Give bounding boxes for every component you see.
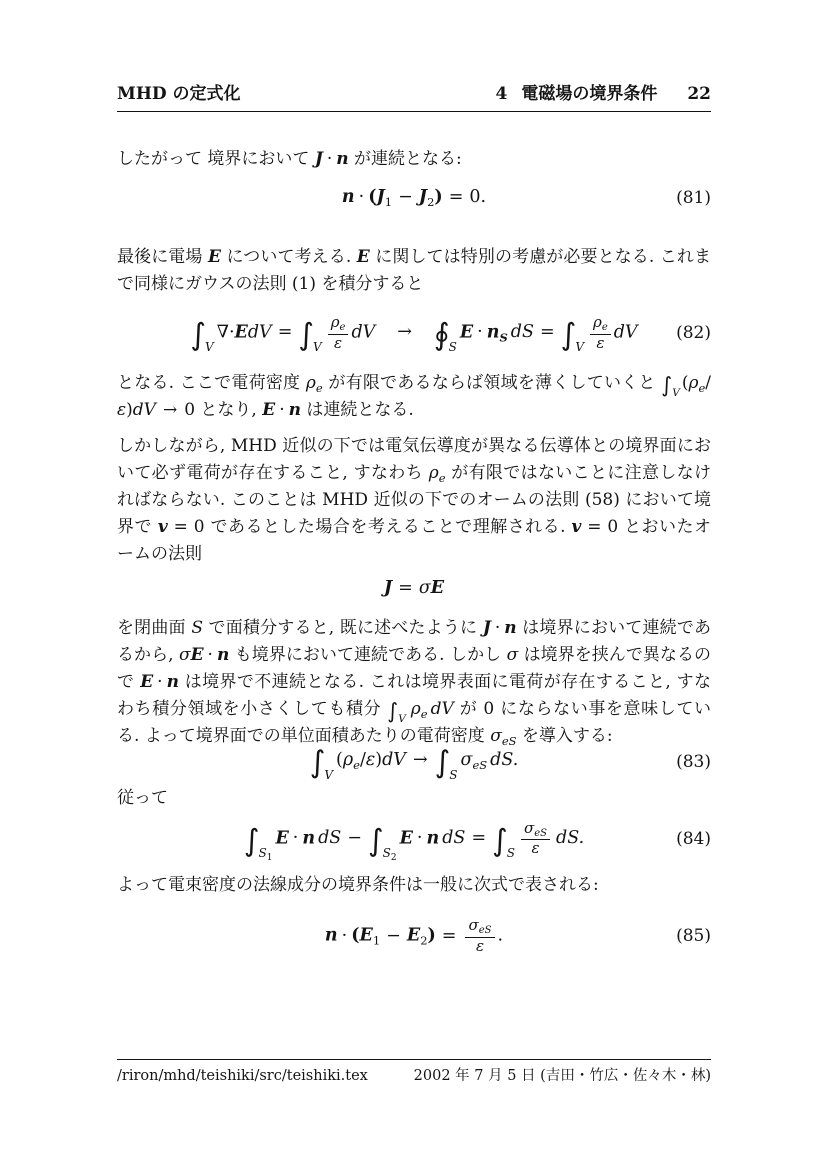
integral-sign: ∫ xyxy=(661,372,673,397)
header-section-title: 電磁場の境界条件 xyxy=(521,84,658,104)
math-vector-n: n xyxy=(324,925,338,946)
fraction-numerator xyxy=(328,314,349,334)
document-body xyxy=(117,146,711,965)
text-run: について考える. xyxy=(220,247,357,267)
paragraph-2 xyxy=(117,244,711,298)
text-run: 従って xyxy=(117,787,168,808)
text-run: であるとした場合を考えることで理解される. xyxy=(210,516,572,537)
text-run: が有限であるならば領域を薄くしていくと xyxy=(322,372,662,393)
page-footer xyxy=(117,1059,711,1086)
math-differential: dV xyxy=(430,698,454,719)
text-run: を導入する: xyxy=(516,725,613,746)
text-run: で面積分すると, 既に述べたように xyxy=(202,617,483,638)
math-vector-E: E xyxy=(399,828,413,849)
paren-left: ( xyxy=(681,372,689,393)
math-subscript: 2 xyxy=(420,933,428,948)
paren-left: ( xyxy=(368,187,377,207)
math-vector-n: n xyxy=(216,644,230,665)
text-run: となる. ここで電荷密度 xyxy=(117,372,306,393)
integral-limit-symbol: S xyxy=(258,846,267,861)
footer-file-path: /riron/mhd/teishiki/src/teishiki.tex xyxy=(117,1068,368,1084)
header-running-title: MHD の定式化 xyxy=(117,84,241,104)
math-vector-E: E xyxy=(359,925,373,946)
integral-limit: V xyxy=(398,712,406,725)
math-differential: dV xyxy=(132,399,156,420)
math-operator-minus: − xyxy=(398,187,413,207)
math-subscript: eS xyxy=(534,827,548,839)
equation-84: $\int S_1E \cdot n$ dS − $\int S_2E \cdot n$ dS = ∫S $\frac{\sigma_{eS}}{\varepsilon}$ dS. (84) xyxy=(243,818,711,864)
fraction xyxy=(328,314,349,352)
math-subscript: e xyxy=(339,322,346,333)
math-operator-dot: · xyxy=(279,399,285,420)
math-differential: dV xyxy=(247,322,272,343)
fraction xyxy=(521,820,550,858)
math-value: 0 xyxy=(184,399,196,420)
fraction-denominator: ε xyxy=(521,839,550,857)
text-run: が有限ではないことに注意しなければならない. このことは MHD 近似の下でのオームの法則 (58) において境界で xyxy=(117,462,712,537)
math-subscript: 2 xyxy=(427,195,435,209)
integral-sign: ∫ xyxy=(434,744,451,780)
integral-limit-symbol: S xyxy=(382,846,391,861)
equation-number: (82) xyxy=(676,322,711,343)
math-subscript: e xyxy=(438,470,446,485)
math-subscript: 1 xyxy=(384,195,393,209)
fraction-denominator: ε xyxy=(465,937,494,955)
fraction-numerator xyxy=(521,820,550,840)
equation-number: (85) xyxy=(676,925,711,946)
math-vector-E: E xyxy=(406,925,421,946)
math-symbol-S: S xyxy=(191,617,203,638)
math-symbol-rho: ρ xyxy=(410,698,421,719)
math-symbol-sigma: σ xyxy=(178,644,191,665)
math-operator-equals: = xyxy=(540,322,555,343)
paragraph-4 xyxy=(117,433,711,568)
math-slash: / xyxy=(705,372,711,393)
math-vector-E: E xyxy=(356,247,370,267)
math-differential: dV xyxy=(613,322,638,343)
math-differential: dS xyxy=(510,322,534,343)
math-operator-dot: · xyxy=(477,322,483,343)
math-operator-equals: = xyxy=(448,187,464,207)
math-subscript: S xyxy=(499,330,508,345)
math-vector-n: n xyxy=(341,187,355,207)
math-vector-E: E xyxy=(190,644,204,665)
math-vector-J: J xyxy=(314,149,323,169)
paragraph-7 xyxy=(117,872,711,899)
paren-right: ) xyxy=(427,925,436,946)
text-run: しかしながら, MHD 近似の下では電気伝導度が異なる伝導体との境界面において必ず電荷が存在すること, すなわち xyxy=(117,435,711,483)
math-operator-dot: · xyxy=(292,828,299,849)
math-operator-dot: · xyxy=(157,671,163,692)
math-differential: dV xyxy=(351,322,376,343)
paren-left: ( xyxy=(351,925,360,946)
math-subscript: e xyxy=(315,380,323,395)
math-vector-n: n xyxy=(302,828,316,849)
math-symbol-rho: ρ xyxy=(592,313,602,331)
text-run: 最後に電場 xyxy=(117,247,209,267)
fraction-denominator: ε xyxy=(328,334,349,352)
math-symbol-sigma: σ xyxy=(460,749,473,770)
math-subscript: 2 xyxy=(390,853,397,864)
integral-sign: ∫ xyxy=(367,823,384,859)
math-vector-v: v xyxy=(157,516,168,537)
math-subscript: eS xyxy=(501,733,517,748)
paren-right: ) xyxy=(126,399,133,420)
math-nabla-dot: ∇· xyxy=(216,322,235,343)
math-vector-E: E xyxy=(262,399,276,420)
math-arrow: → xyxy=(412,749,428,770)
math-operator-dot: · xyxy=(207,644,213,665)
text-run: が連続となる: xyxy=(348,149,462,169)
header-section xyxy=(495,84,711,105)
fraction xyxy=(465,917,494,955)
math-vector-n: n xyxy=(166,671,179,692)
math-operator-minus: − xyxy=(347,828,362,849)
math-operator-dot: · xyxy=(494,617,501,638)
equation-85 xyxy=(117,907,711,965)
math-vector-E: E xyxy=(140,671,154,692)
math-differential: dS. xyxy=(490,749,519,770)
math-differential: dS xyxy=(318,828,342,849)
math-operator-minus: − xyxy=(386,925,401,946)
math-symbol-rho: ρ xyxy=(305,372,316,393)
equation-82: ∫V∇·EdV = ∫V $\frac{\rho_e}{\varepsilon}$ dV → ∮SE · $n_S$ dS = ∫V $\frac{\rho_e}{\varepsilon}$ dV (82) xyxy=(190,313,711,355)
math-symbol-sigma: σ xyxy=(506,644,519,665)
text-run: よって電束密度の法線成分の境界条件は一般に次式で表される: xyxy=(117,875,599,896)
header-section-number: 4 xyxy=(495,84,508,104)
math-vector-n: n xyxy=(426,828,440,849)
math-vector-n: n xyxy=(336,149,349,169)
math-subscript: eS xyxy=(472,757,488,772)
math-value: 0. xyxy=(469,187,487,207)
math-arrow: → xyxy=(397,322,412,343)
integral-limit xyxy=(382,846,397,864)
math-vector-J: J xyxy=(376,187,385,207)
paren-left: ( xyxy=(336,749,343,770)
math-equals-zero: = 0 xyxy=(581,516,625,537)
math-vector-n: n xyxy=(504,617,517,638)
equation-81 xyxy=(117,177,711,218)
math-operator-equals: = xyxy=(471,828,487,849)
math-symbol-sigma: σ xyxy=(490,725,502,746)
paragraph-1 xyxy=(117,146,711,173)
math-slash: / xyxy=(359,749,366,770)
math-vector-n: n xyxy=(486,322,500,343)
math-symbol-rho: ρ xyxy=(688,372,699,393)
equation-ohm xyxy=(117,568,711,609)
math-operator-dot: · xyxy=(326,149,333,169)
fraction-denominator: ε xyxy=(590,334,611,352)
text-run: は境界で不連続となる. これは境界表面に電荷が存在すること, すなわち積分領域を小さくしても積分 xyxy=(117,671,711,719)
math-operator-dot: · xyxy=(341,925,348,946)
math-symbol-sigma: σ xyxy=(523,818,535,837)
math-symbol-epsilon: ε xyxy=(365,749,376,770)
math-differential: dS. xyxy=(556,828,585,849)
equation-number: (81) xyxy=(676,187,711,208)
math-equals-zero: = 0 xyxy=(167,516,211,537)
math-subscript: 1 xyxy=(266,853,273,864)
math-vector-n: n xyxy=(288,399,301,420)
math-vector-E: E xyxy=(275,828,289,849)
math-subscript: e xyxy=(420,706,428,721)
text-run: が 0 にならない事を意味している. よって境界面での単位面積あたりの電荷密度 xyxy=(117,698,712,746)
fraction xyxy=(590,314,611,352)
paragraph-5 xyxy=(117,615,711,750)
math-operator-equals: = xyxy=(398,577,413,598)
fraction-numerator xyxy=(590,314,611,334)
integral-sign: ∫ xyxy=(298,317,315,353)
math-operator-dot: · xyxy=(416,828,423,849)
math-symbol-rho: ρ xyxy=(330,313,340,331)
equation-number: (83) xyxy=(676,752,711,773)
math-differential: dV xyxy=(382,749,406,770)
paragraph-6 xyxy=(117,785,711,812)
paragraph-3 xyxy=(117,370,711,424)
math-vector-v: v xyxy=(571,516,582,537)
integral-sign: ∫ xyxy=(492,823,508,859)
math-vector-J: J xyxy=(418,187,428,207)
integral-sign: ∫ xyxy=(387,698,399,723)
math-vector-J: J xyxy=(482,617,491,638)
math-operator-equals: = xyxy=(441,925,457,946)
text-run: は境界において連続であるから, xyxy=(117,617,712,665)
math-symbol-rho: ρ xyxy=(428,462,439,483)
text-run: に関しては特別の考慮が必要となる. これまで同様にガウスの法則 (1) を積分すると xyxy=(117,247,711,294)
integral-sign: ∫ xyxy=(560,317,577,353)
equation-number: (84) xyxy=(676,828,711,849)
text-run: も境界において連続である. しかし xyxy=(229,644,507,665)
paren-right: ) xyxy=(375,749,383,770)
math-vector-E: E xyxy=(208,247,221,267)
math-arrow: → xyxy=(162,399,178,420)
paren-right: ) xyxy=(434,187,443,207)
integral-limit xyxy=(258,846,273,864)
header-page-number: 22 xyxy=(687,84,711,104)
math-vector-J: J xyxy=(383,577,393,598)
fraction-numerator xyxy=(465,917,494,937)
math-symbol-sigma: σ xyxy=(468,916,479,935)
math-subscript: e xyxy=(353,757,360,772)
math-subscript: 1 xyxy=(372,933,381,948)
math-subscript: eS xyxy=(478,925,492,937)
math-vector-E: E xyxy=(459,322,474,343)
equation-83: $\int V(\rho_e/\varepsilon)dV \to \int S\sigma_{eS}$ dS. (83) xyxy=(309,744,711,782)
text-run: とおいたオームの法則 xyxy=(117,516,712,564)
math-symbol-epsilon: ε xyxy=(117,399,127,420)
text-run: を閉曲面 xyxy=(117,617,192,638)
integral-limit: V xyxy=(672,386,680,399)
math-operator-equals: = xyxy=(277,322,293,343)
math-period: . xyxy=(497,925,504,946)
contour-integral-sign: ∮ xyxy=(433,317,450,353)
integral-sign: ∫ xyxy=(243,823,260,859)
math-subscript: e xyxy=(698,380,706,395)
math-subscript: e xyxy=(601,322,608,333)
math-vector-E: E xyxy=(430,577,445,598)
text-run: したがって 境界において xyxy=(117,149,315,169)
text-run: は境界を挟んで異なるので xyxy=(117,644,711,692)
math-symbol-rho: ρ xyxy=(342,749,354,770)
text-run: となり, xyxy=(195,399,263,420)
math-vector-E: E xyxy=(234,322,248,343)
math-operator-dot: · xyxy=(358,187,365,207)
math-symbol-sigma: σ xyxy=(418,577,431,598)
integral-sign: ∫ xyxy=(309,744,326,780)
page-header xyxy=(117,84,711,112)
text-run: は連続となる. xyxy=(300,399,414,420)
math-differential: dS xyxy=(442,828,466,849)
footer-date-authors: 2002 年 7 月 5 日 (吉田・竹広・佐々木・林) xyxy=(413,1068,711,1084)
integral-sign: ∫ xyxy=(190,317,207,353)
